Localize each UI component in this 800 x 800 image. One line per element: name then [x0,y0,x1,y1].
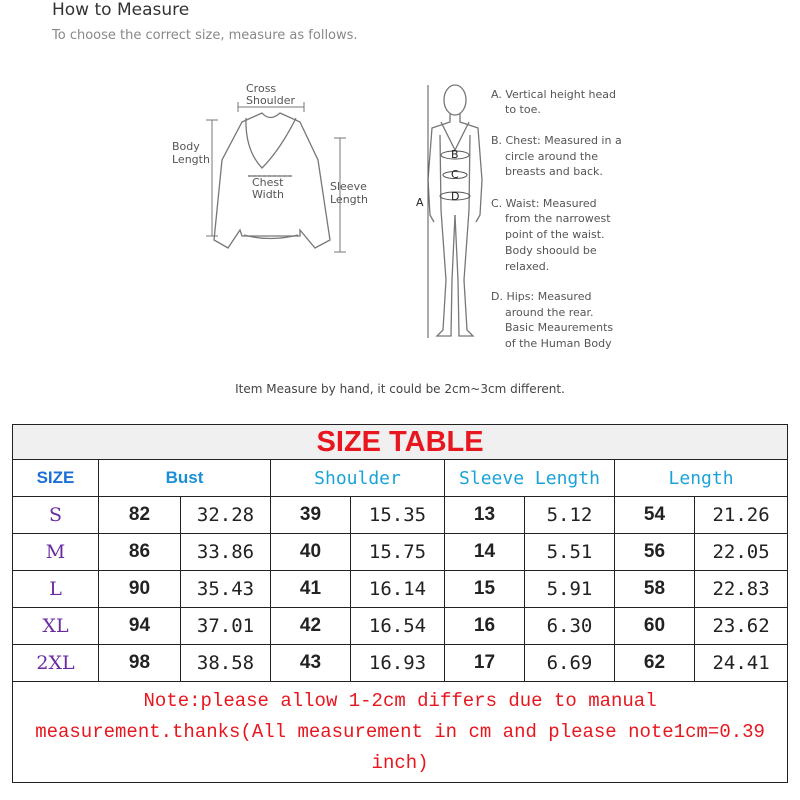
note-b-line: breasts and back. [505,165,603,178]
size-table [12,424,788,783]
cell-bust-in: 32.28 [181,497,271,534]
cell-sleeve-cm: 13 [445,497,525,534]
label-chest: Chest [252,176,284,189]
cell-sleeve-cm: 14 [445,534,525,571]
letter-d: D [451,190,460,203]
cell-bust-in: 33.86 [181,534,271,571]
header-length: Length [615,460,788,497]
cell-size: L [13,571,99,608]
header-bust: Bust [99,460,271,497]
cell-length-in: 22.05 [695,534,788,571]
cell-length-in: 22.83 [695,571,788,608]
cell-length-in: 21.26 [695,497,788,534]
header-sleeve: Sleeve Length [445,460,615,497]
note-d-line: Basic Meaurements [505,321,614,334]
label-sleeve-length: Length [330,193,368,206]
cell-shoulder-in: 16.93 [351,645,445,682]
table-row [13,534,788,571]
size-table-title: SIZE TABLE [13,425,788,460]
cell-bust-cm: 90 [99,571,181,608]
note-c-line: from the narrowest [505,212,611,225]
cell-shoulder-in: 16.14 [351,571,445,608]
cell-sleeve-cm: 17 [445,645,525,682]
cell-shoulder-cm: 41 [271,571,351,608]
human-figure [428,85,482,336]
cell-sleeve-in: 6.30 [525,608,615,645]
label-body: Body [172,140,200,153]
cell-sleeve-in: 5.91 [525,571,615,608]
cell-sleeve-in: 5.51 [525,534,615,571]
note-c-line: C. Waist: Measured [491,197,597,210]
cell-size: S [13,497,99,534]
cell-size: XL [13,608,99,645]
label-shoulder: Shoulder [246,94,295,107]
cell-length-cm: 60 [615,608,695,645]
table-row [13,608,788,645]
table-row [13,497,788,534]
note-d-line: around the rear. [505,306,594,319]
cell-shoulder-cm: 43 [271,645,351,682]
cell-bust-in: 38.58 [181,645,271,682]
measurement-diagram [0,60,800,380]
table-row [13,571,788,608]
cell-sleeve-in: 6.69 [525,645,615,682]
table-row [13,645,788,682]
label-body-length: Length [172,153,210,166]
cell-shoulder-in: 16.54 [351,608,445,645]
note-c-line: relaxed. [505,260,550,273]
note-b-line: B. Chest: Measured in a [491,134,622,147]
note-c-line: point of the waist. [505,228,605,241]
note-b-line: circle around the [505,150,598,163]
cell-shoulder-in: 15.75 [351,534,445,571]
cell-length-in: 23.62 [695,608,788,645]
note-a-line: A. Vertical height head [491,88,617,101]
letter-c: C [451,168,459,181]
table-note: Note:please allow 1-2cm differs due to manual measurement.thanks(All measurement in cm and please note1cm=0.39 inch) [13,682,788,783]
cell-sleeve-cm: 16 [445,608,525,645]
cell-shoulder-in: 15.35 [351,497,445,534]
cell-sleeve-cm: 15 [445,571,525,608]
label-cross: Cross [246,82,277,95]
cell-bust-cm: 98 [99,645,181,682]
note-c-line: Body shoould be [505,244,597,257]
cell-bust-cm: 86 [99,534,181,571]
letter-a: A [416,196,424,209]
cell-shoulder-cm: 42 [271,608,351,645]
cell-bust-cm: 82 [99,497,181,534]
cell-size: M [13,534,99,571]
note-d-line: D. Hips: Measured [491,290,592,303]
letter-b: B [451,148,459,161]
note-d-line: of the Human Body [505,337,612,350]
label-chest-width: Width [252,188,284,201]
cell-bust-in: 37.01 [181,608,271,645]
cell-shoulder-cm: 40 [271,534,351,571]
cell-length-cm: 62 [615,645,695,682]
measure-notes [491,88,622,350]
header-shoulder: Shoulder [271,460,445,497]
cell-size: 2XL [13,645,99,682]
cell-length-cm: 54 [615,497,695,534]
cell-shoulder-cm: 39 [271,497,351,534]
page-subtitle: To choose the correct size, measure as follows. [52,28,358,43]
measure-disclaimer: Item Measure by hand, it could be 2cm~3cm different. [235,382,565,396]
cell-sleeve-in: 5.12 [525,497,615,534]
page-title: How to Measure [52,0,190,20]
cell-length-cm: 58 [615,571,695,608]
cell-length-cm: 56 [615,534,695,571]
header-size: SIZE [13,460,99,497]
cell-bust-in: 35.43 [181,571,271,608]
label-sleeve: Sleeve [330,180,367,193]
cell-bust-cm: 94 [99,608,181,645]
cell-length-in: 24.41 [695,645,788,682]
note-a-line: to toe. [505,103,541,116]
